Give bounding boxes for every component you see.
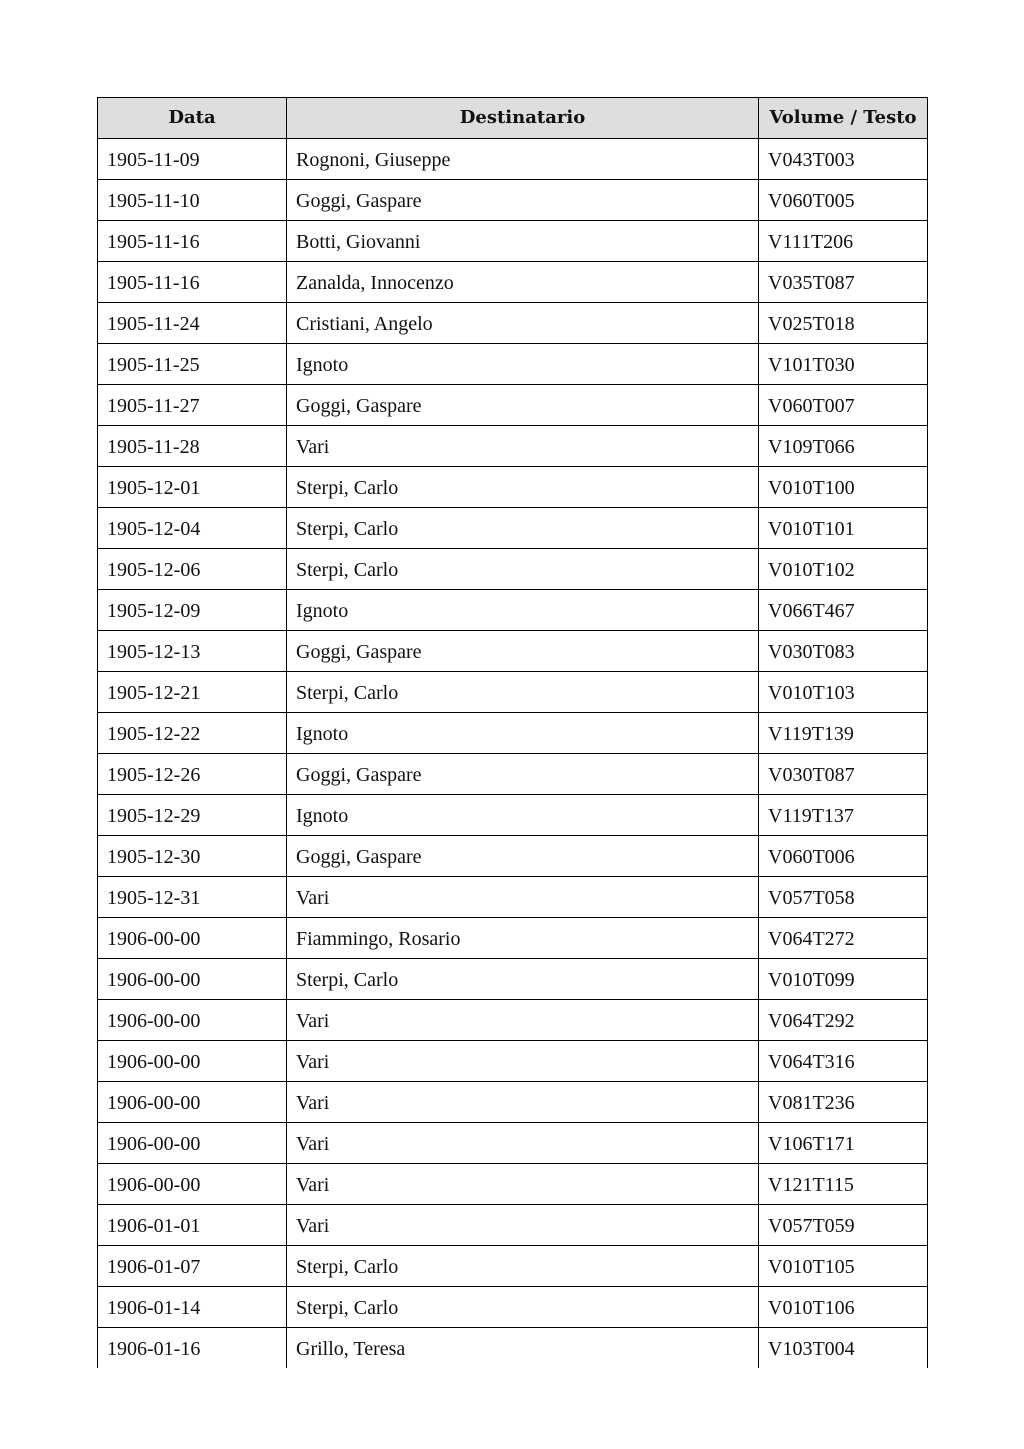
table-row: [98, 385, 928, 426]
cell-date: 1905-11-09: [98, 139, 287, 180]
header-row: [98, 98, 928, 139]
cell-date: 1906-00-00: [98, 959, 287, 1000]
table-row: [98, 303, 928, 344]
table-row: [98, 344, 928, 385]
table-body: [98, 139, 928, 1369]
cell-volume-testo: V066T467: [759, 590, 928, 631]
cell-volume-testo: V064T316: [759, 1041, 928, 1082]
cell-destinatario: Zanalda, Innocenzo: [287, 262, 759, 303]
cell-destinatario: Sterpi, Carlo: [287, 549, 759, 590]
table-row: [98, 1041, 928, 1082]
cell-destinatario: Sterpi, Carlo: [287, 672, 759, 713]
cell-date: 1905-12-09: [98, 590, 287, 631]
table-row: [98, 1205, 928, 1246]
cell-date: 1905-12-31: [98, 877, 287, 918]
cell-destinatario: Cristiani, Angelo: [287, 303, 759, 344]
cell-destinatario: Sterpi, Carlo: [287, 508, 759, 549]
cell-volume-testo: V057T058: [759, 877, 928, 918]
header-destinatario: Destinatario: [287, 98, 759, 139]
cell-destinatario: Ignoto: [287, 713, 759, 754]
cell-date: 1906-00-00: [98, 1164, 287, 1205]
cell-date: 1905-11-16: [98, 221, 287, 262]
cell-volume-testo: V121T115: [759, 1164, 928, 1205]
cell-volume-testo: V010T105: [759, 1246, 928, 1287]
cell-date: 1906-01-01: [98, 1205, 287, 1246]
cell-volume-testo: V010T101: [759, 508, 928, 549]
cell-destinatario: Sterpi, Carlo: [287, 1287, 759, 1328]
table-row: [98, 590, 928, 631]
cell-date: 1906-00-00: [98, 1082, 287, 1123]
cell-volume-testo: V043T003: [759, 139, 928, 180]
table-row: [98, 631, 928, 672]
table-row: [98, 180, 928, 221]
cell-date: 1905-11-28: [98, 426, 287, 467]
cell-destinatario: Grillo, Teresa: [287, 1328, 759, 1369]
cell-volume-testo: V060T006: [759, 836, 928, 877]
cell-destinatario: Vari: [287, 1000, 759, 1041]
cell-date: 1906-00-00: [98, 1041, 287, 1082]
table-row: [98, 1000, 928, 1041]
cell-destinatario: Sterpi, Carlo: [287, 1246, 759, 1287]
table-row: [98, 467, 928, 508]
cell-volume-testo: V010T102: [759, 549, 928, 590]
cell-volume-testo: V030T083: [759, 631, 928, 672]
table-row: [98, 1164, 928, 1205]
cell-volume-testo: V103T004: [759, 1328, 928, 1369]
cell-destinatario: Vari: [287, 1205, 759, 1246]
table-row: [98, 754, 928, 795]
table-row: [98, 672, 928, 713]
cell-date: 1905-11-27: [98, 385, 287, 426]
cell-date: 1906-00-00: [98, 918, 287, 959]
cell-volume-testo: V025T018: [759, 303, 928, 344]
cell-date: 1906-01-14: [98, 1287, 287, 1328]
cell-date: 1905-12-01: [98, 467, 287, 508]
cell-date: 1905-12-21: [98, 672, 287, 713]
cell-volume-testo: V101T030: [759, 344, 928, 385]
cell-destinatario: Goggi, Gaspare: [287, 754, 759, 795]
cell-destinatario: Vari: [287, 426, 759, 467]
cell-volume-testo: V106T171: [759, 1123, 928, 1164]
table-row: [98, 221, 928, 262]
cell-date: 1905-12-30: [98, 836, 287, 877]
cell-volume-testo: V060T007: [759, 385, 928, 426]
cell-destinatario: Sterpi, Carlo: [287, 467, 759, 508]
cell-date: 1906-01-07: [98, 1246, 287, 1287]
table-row: [98, 795, 928, 836]
table-row: [98, 508, 928, 549]
cell-volume-testo: V010T103: [759, 672, 928, 713]
cell-destinatario: Goggi, Gaspare: [287, 631, 759, 672]
cell-destinatario: Sterpi, Carlo: [287, 959, 759, 1000]
header-volume-testo: Volume / Testo: [759, 98, 928, 139]
cell-volume-testo: V119T137: [759, 795, 928, 836]
cell-volume-testo: V081T236: [759, 1082, 928, 1123]
table-row: [98, 836, 928, 877]
cell-volume-testo: V010T100: [759, 467, 928, 508]
cell-volume-testo: V010T106: [759, 1287, 928, 1328]
cell-volume-testo: V064T272: [759, 918, 928, 959]
cell-destinatario: Goggi, Gaspare: [287, 385, 759, 426]
cell-destinatario: Vari: [287, 877, 759, 918]
cell-destinatario: Vari: [287, 1041, 759, 1082]
cell-date: 1905-12-22: [98, 713, 287, 754]
table-row: [98, 713, 928, 754]
cell-destinatario: Fiammingo, Rosario: [287, 918, 759, 959]
cell-volume-testo: V064T292: [759, 1000, 928, 1041]
table-row: [98, 1082, 928, 1123]
cell-date: 1905-11-25: [98, 344, 287, 385]
cell-date: 1906-01-16: [98, 1328, 287, 1369]
cell-date: 1905-12-04: [98, 508, 287, 549]
cell-destinatario: Vari: [287, 1123, 759, 1164]
letters-table: [97, 97, 928, 1368]
cell-volume-testo: V057T059: [759, 1205, 928, 1246]
table-row: [98, 1287, 928, 1328]
table-row: [98, 1123, 928, 1164]
cell-destinatario: Ignoto: [287, 344, 759, 385]
cell-destinatario: Ignoto: [287, 795, 759, 836]
cell-destinatario: Botti, Giovanni: [287, 221, 759, 262]
cell-volume-testo: V060T005: [759, 180, 928, 221]
table-row: [98, 918, 928, 959]
cell-destinatario: Goggi, Gaspare: [287, 836, 759, 877]
cell-destinatario: Goggi, Gaspare: [287, 180, 759, 221]
cell-date: 1905-12-06: [98, 549, 287, 590]
cell-volume-testo: V111T206: [759, 221, 928, 262]
table-row: [98, 1246, 928, 1287]
cell-destinatario: Rognoni, Giuseppe: [287, 139, 759, 180]
cell-date: 1905-11-16: [98, 262, 287, 303]
table-header: [98, 98, 928, 139]
cell-date: 1905-12-29: [98, 795, 287, 836]
cell-destinatario: Ignoto: [287, 590, 759, 631]
cell-date: 1906-00-00: [98, 1000, 287, 1041]
table-row: [98, 959, 928, 1000]
cell-date: 1905-11-24: [98, 303, 287, 344]
cell-date: 1905-12-13: [98, 631, 287, 672]
cell-date: 1906-00-00: [98, 1123, 287, 1164]
table-row: [98, 549, 928, 590]
cell-volume-testo: V035T087: [759, 262, 928, 303]
cell-date: 1905-11-10: [98, 180, 287, 221]
table-row: [98, 877, 928, 918]
cell-volume-testo: V119T139: [759, 713, 928, 754]
header-data: Data: [98, 98, 287, 139]
cell-volume-testo: V010T099: [759, 959, 928, 1000]
table-row: [98, 1328, 928, 1369]
cell-destinatario: Vari: [287, 1164, 759, 1205]
cell-volume-testo: V109T066: [759, 426, 928, 467]
cell-volume-testo: V030T087: [759, 754, 928, 795]
table-row: [98, 262, 928, 303]
table-row: [98, 139, 928, 180]
cell-date: 1905-12-26: [98, 754, 287, 795]
cell-destinatario: Vari: [287, 1082, 759, 1123]
table-row: [98, 426, 928, 467]
